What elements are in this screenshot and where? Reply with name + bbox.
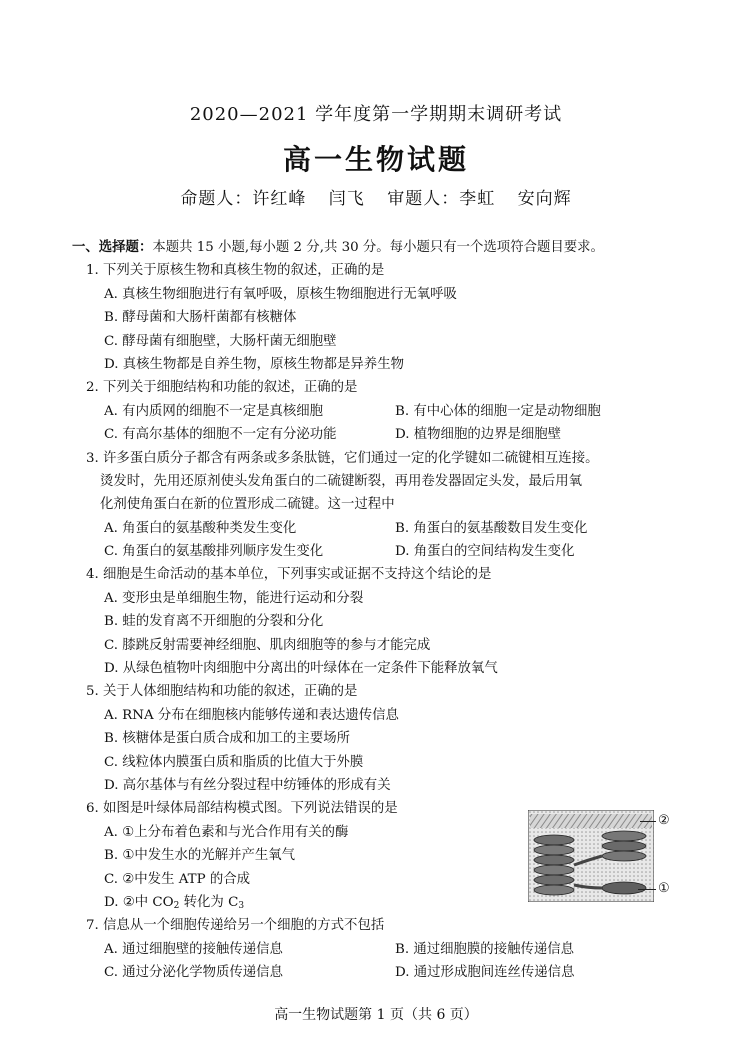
question-3-stem-line-1: 3. 许多蛋白质分子都含有两条或多条肽链，它们通过一定的化学键如二硫键相互连接。 <box>86 450 599 466</box>
question-7-option-b: B. 通过细胞膜的接触传递信息 <box>395 941 575 957</box>
chloroplast-figure <box>528 810 678 902</box>
question-2-option-d: D. 植物细胞的边界是细胞壁 <box>395 427 562 443</box>
author-1: 命题人：许红峰 <box>180 189 307 209</box>
authors-line <box>0 184 752 209</box>
question-3-options-row-1 <box>86 517 686 540</box>
question-7-stem: 7. 信息从一个细胞传递给另一个细胞的方式不包括 <box>86 918 385 934</box>
question-3-stem-line-2: 烫发时，先用还原剂使头发角蛋白的二硫键断裂，再用卷发器固定头发，最后用氧 <box>100 473 583 489</box>
chloroplast-diagram <box>528 810 654 902</box>
question-4-stem: 4. 细胞是生命活动的基本单位，下列事实或证据不支持这个结论的是 <box>86 567 492 583</box>
question-7-option-c: C. 通过分泌化学物质传递信息 <box>104 965 283 981</box>
question-6-option-d-mid: 转化为 C <box>179 894 239 910</box>
question-2-stem: 2. 下列关于细胞结构和功能的叙述，正确的是 <box>86 380 358 396</box>
question-6-stem: 6. 如图是叶绿体局部结构模式图。下列说法错误的是 <box>86 801 398 817</box>
question-3-option-c: C. 角蛋白的氨基酸排列顺序发生变化 <box>104 544 324 560</box>
co2-subscript: 2 <box>173 900 180 911</box>
question-4-option-d: D. 从绿色植物叶肉细胞中分离出的叶绿体在一定条件下能释放氧气 <box>104 661 498 677</box>
figure-label-2: ② <box>658 813 670 828</box>
question-1-option-d: D. 真核生物都是自养生物，原核生物都是异养生物 <box>104 356 404 372</box>
question-3-option-d: D. 角蛋白的空间结构发生变化 <box>395 544 575 560</box>
question-6-option-a: A. ①上分布着色素和与光合作用有关的酶 <box>104 824 349 840</box>
question-6-option-b: B. ①中发生水的光解并产生氧气 <box>104 848 296 864</box>
question-6-option-c: C. ②中发生 ATP 的合成 <box>104 871 251 887</box>
question-5-option-c: C. 线粒体内膜蛋白质和脂质的比值大于外膜 <box>104 754 364 770</box>
question-3-option-b: B. 角蛋白的氨基酸数目发生变化 <box>395 520 588 536</box>
question-2-option-a: A. 有内质网的细胞不一定是真核细胞 <box>104 403 324 419</box>
question-7-option-d: D. 通过形成胞间连丝传递信息 <box>395 965 575 981</box>
question-2-options-row-1 <box>86 400 686 423</box>
question-2-options-row-2 <box>86 423 686 446</box>
section-label: 一、选择题： <box>72 239 153 255</box>
question-1-stem: 1. 下列关于原核生物和真核生物的叙述，正确的是 <box>86 263 385 279</box>
reviewer-1: 审题人：李虹 <box>387 189 496 209</box>
page-footer: 高一生物试题第 1 页（共 6 页） <box>274 1007 478 1023</box>
author-2: 闫飞 <box>328 189 365 209</box>
subject-title: 高一生物试题 <box>282 143 469 176</box>
figure-label-1: ① <box>658 881 670 896</box>
question-4-option-a: A. 变形虫是单细胞生物，能进行运动和分裂 <box>104 590 364 606</box>
question-4-option-b: B. 蛙的发育离不开细胞的分裂和分化 <box>104 614 324 630</box>
question-7-options-row-2 <box>86 961 686 984</box>
question-1-option-b: B. 酵母菌和大肠杆菌都有核糖体 <box>104 310 297 326</box>
question-1-option-c: C. 酵母菌有细胞壁，大肠杆菌无细胞壁 <box>104 333 337 349</box>
question-5-stem: 5. 关于人体细胞结构和功能的叙述，正确的是 <box>86 684 358 700</box>
question-5-option-b: B. 核糖体是蛋白质合成和加工的主要场所 <box>104 731 350 747</box>
question-5-option-d: D. 高尔基体与有丝分裂过程中纺锤体的形成有关 <box>104 777 391 793</box>
section-desc: 本题共 15 小题,每小题 2 分,共 30 分。每小题只有一个选项符合题目要求。 <box>152 240 604 255</box>
c3-subscript: 3 <box>238 900 245 911</box>
question-3-stem-line-3: 化剂使角蛋白在新的位置形成二硫键。这一过程中 <box>100 497 395 513</box>
question-7-options-row-1 <box>86 938 686 961</box>
reviewer-2: 安向辉 <box>517 189 572 209</box>
section-heading <box>72 236 686 259</box>
question-2-option-c: C. 有高尔基体的细胞不一定有分泌功能 <box>104 427 337 443</box>
question-4-option-c: C. 膝跳反射需要神经细胞、肌肉细胞等的参与才能完成 <box>104 637 431 653</box>
question-5-option-a: A. RNA 分布在细胞核内能够传递和表达遗传信息 <box>104 707 399 723</box>
exam-title: 2020—2021 学年度第一学期期末调研考试 <box>189 104 563 125</box>
question-2-option-b: B. 有中心体的细胞一定是动物细胞 <box>395 403 601 419</box>
question-7-option-a: A. 通过细胞壁的接触传递信息 <box>104 941 283 957</box>
question-3-option-a: A. 角蛋白的氨基酸种类发生变化 <box>104 520 297 536</box>
question-1-option-a: A. 真核生物细胞进行有氧呼吸，原核生物细胞进行无氧呼吸 <box>104 286 457 302</box>
question-6-option-d-prefix: D. ②中 CO <box>104 894 174 910</box>
question-3-options-row-2 <box>86 540 686 563</box>
